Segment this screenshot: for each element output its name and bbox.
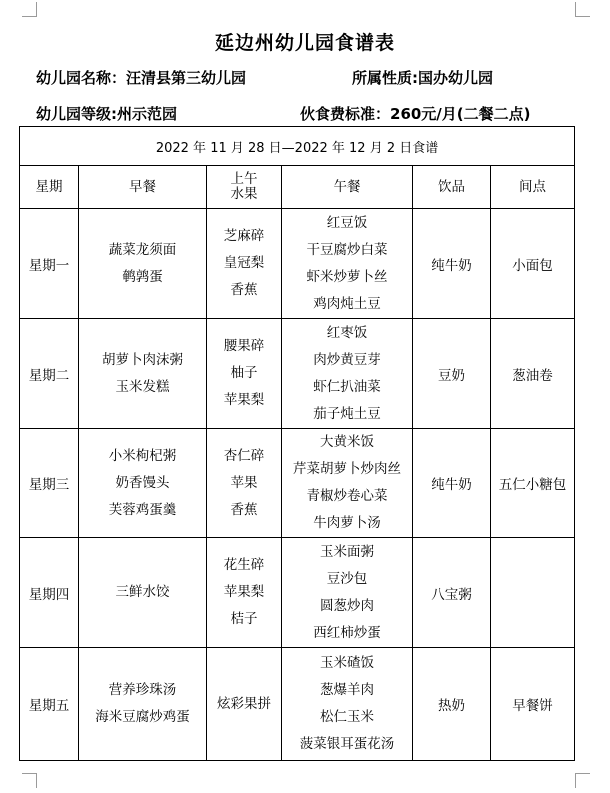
breakfast-item: 营养珍珠汤 bbox=[108, 682, 177, 698]
table-row-wednesday bbox=[20, 429, 575, 538]
table-row-friday bbox=[20, 648, 575, 761]
header-breakfast: 早餐 bbox=[79, 166, 207, 209]
crop-mark-top-right bbox=[575, 2, 590, 17]
fruit-cell bbox=[207, 429, 282, 538]
breakfast-cell bbox=[79, 538, 207, 648]
lunch-item: 西红柿炒蛋 bbox=[313, 624, 381, 641]
crop-mark-bottom-right bbox=[575, 773, 590, 788]
fruit-item: 腰果碎 bbox=[223, 338, 265, 354]
fruit-item: 香蕉 bbox=[230, 501, 258, 518]
drink-cell: 纯牛奶 bbox=[413, 429, 491, 538]
drink-cell: 豆奶 bbox=[413, 319, 491, 429]
snack-cell: 五仁小糖包 bbox=[491, 429, 575, 538]
menu-table bbox=[19, 126, 575, 761]
day-cell: 星期二 bbox=[20, 319, 79, 429]
drink-cell: 八宝粥 bbox=[413, 538, 491, 648]
lunch-item: 茄子炖土豆 bbox=[313, 405, 381, 422]
breakfast-item: 鹌鹑蛋 bbox=[122, 268, 163, 285]
snack-cell: 葱油卷 bbox=[491, 319, 575, 429]
snack-cell: 早餐饼 bbox=[491, 648, 575, 761]
snack-cell: 小面包 bbox=[491, 209, 575, 319]
lunch-cell bbox=[282, 429, 413, 538]
breakfast-item: 芙蓉鸡蛋羹 bbox=[108, 501, 177, 518]
breakfast-item: 海米豆腐炒鸡蛋 bbox=[95, 709, 190, 725]
fruit-item: 柚子 bbox=[230, 365, 258, 381]
lunch-cell bbox=[282, 538, 413, 648]
lunch-item: 豆沙包 bbox=[326, 570, 368, 587]
header-fruit-line1: 上午 bbox=[230, 171, 258, 187]
header-day: 星期 bbox=[20, 166, 79, 209]
fruit-cell bbox=[207, 209, 282, 319]
drink-cell: 热奶 bbox=[413, 648, 491, 761]
drink-cell: 纯牛奶 bbox=[413, 209, 491, 319]
fruit-item: 香蕉 bbox=[230, 282, 258, 298]
fruit-item: 苹果 bbox=[230, 474, 258, 491]
kindergarten-name: 幼儿园名称：汪清县第三幼儿园 bbox=[36, 69, 247, 87]
breakfast-item: 胡萝卜肉沫粥 bbox=[102, 351, 183, 368]
table-row-thursday bbox=[20, 538, 575, 648]
header-snack: 间点 bbox=[491, 166, 575, 209]
fruit-item: 炫彩果拼 bbox=[217, 695, 271, 712]
lunch-item: 肉炒黄豆芽 bbox=[313, 351, 381, 368]
lunch-cell bbox=[282, 319, 413, 429]
meal-fee-standard: 伙食费标准：260元/月(二餐二点) bbox=[300, 105, 531, 123]
breakfast-item: 蔬菜龙须面 bbox=[108, 241, 177, 258]
lunch-item: 玉米碴饭 bbox=[320, 655, 374, 671]
lunch-item: 红枣饭 bbox=[326, 324, 368, 341]
fruit-item: 皇冠梨 bbox=[223, 255, 265, 271]
crop-mark-top-left bbox=[22, 2, 37, 17]
header-row bbox=[20, 166, 575, 209]
lunch-item: 玉米面粥 bbox=[320, 543, 374, 560]
lunch-item: 干豆腐炒白菜 bbox=[306, 241, 388, 258]
lunch-item: 青椒炒卷心菜 bbox=[306, 488, 388, 504]
day-cell: 星期三 bbox=[20, 429, 79, 538]
table-row-tuesday bbox=[20, 319, 575, 429]
table-row-monday bbox=[20, 209, 575, 319]
fruit-item: 桔子 bbox=[230, 611, 258, 627]
lunch-item: 虾仁扒油菜 bbox=[313, 378, 381, 395]
kindergarten-grade: 幼儿园等级:州示范园 bbox=[36, 105, 177, 123]
lunch-item: 菠菜银耳蛋花汤 bbox=[299, 736, 395, 752]
lunch-cell bbox=[282, 209, 413, 319]
fruit-item: 苹果梨 bbox=[223, 392, 265, 408]
day-cell: 星期四 bbox=[20, 538, 79, 648]
crop-mark-bottom-left bbox=[22, 773, 37, 788]
lunch-item: 大黄米饭 bbox=[320, 434, 374, 450]
document-title: 延边州幼儿园食谱表 bbox=[214, 32, 395, 54]
fruit-cell bbox=[207, 319, 282, 429]
period-row bbox=[20, 127, 575, 166]
menu-period: 2022 年 11 月 28 日—2022 年 12 月 2 日食谱 bbox=[20, 127, 575, 166]
breakfast-item: 玉米发糕 bbox=[115, 378, 170, 395]
header-drink: 饮品 bbox=[413, 166, 491, 209]
header-morning-fruit bbox=[207, 166, 282, 209]
fruit-item: 苹果梨 bbox=[223, 584, 265, 600]
fruit-item: 杏仁碎 bbox=[223, 447, 265, 464]
ownership-type: 所属性质:国办幼儿园 bbox=[352, 69, 493, 87]
breakfast-item: 奶香馒头 bbox=[115, 474, 170, 491]
lunch-item: 松仁玉米 bbox=[320, 709, 374, 725]
fruit-cell bbox=[207, 648, 282, 761]
breakfast-item: 小米枸杞粥 bbox=[108, 447, 177, 464]
fruit-item: 芝麻碎 bbox=[223, 228, 265, 244]
breakfast-cell bbox=[79, 429, 207, 538]
breakfast-cell bbox=[79, 209, 207, 319]
breakfast-cell bbox=[79, 648, 207, 761]
header-fruit-line2: 水果 bbox=[230, 186, 258, 202]
lunch-item: 圆葱炒肉 bbox=[320, 597, 374, 614]
lunch-item: 葱爆羊肉 bbox=[320, 682, 374, 698]
lunch-item: 芹菜胡萝卜炒肉丝 bbox=[293, 461, 401, 477]
snack-cell bbox=[491, 538, 575, 648]
breakfast-item: 三鲜水饺 bbox=[115, 584, 170, 600]
lunch-item: 牛肉萝卜汤 bbox=[313, 515, 381, 531]
fruit-item: 花生碎 bbox=[223, 557, 265, 573]
lunch-cell bbox=[282, 648, 413, 761]
lunch-item: 虾米炒萝卜丝 bbox=[306, 268, 388, 285]
fruit-cell bbox=[207, 538, 282, 648]
day-cell: 星期一 bbox=[20, 209, 79, 319]
lunch-item: 鸡肉炖土豆 bbox=[313, 295, 381, 312]
header-lunch: 午餐 bbox=[282, 166, 413, 209]
day-cell: 星期五 bbox=[20, 648, 79, 761]
lunch-item: 红豆饭 bbox=[326, 214, 368, 231]
breakfast-cell bbox=[79, 319, 207, 429]
